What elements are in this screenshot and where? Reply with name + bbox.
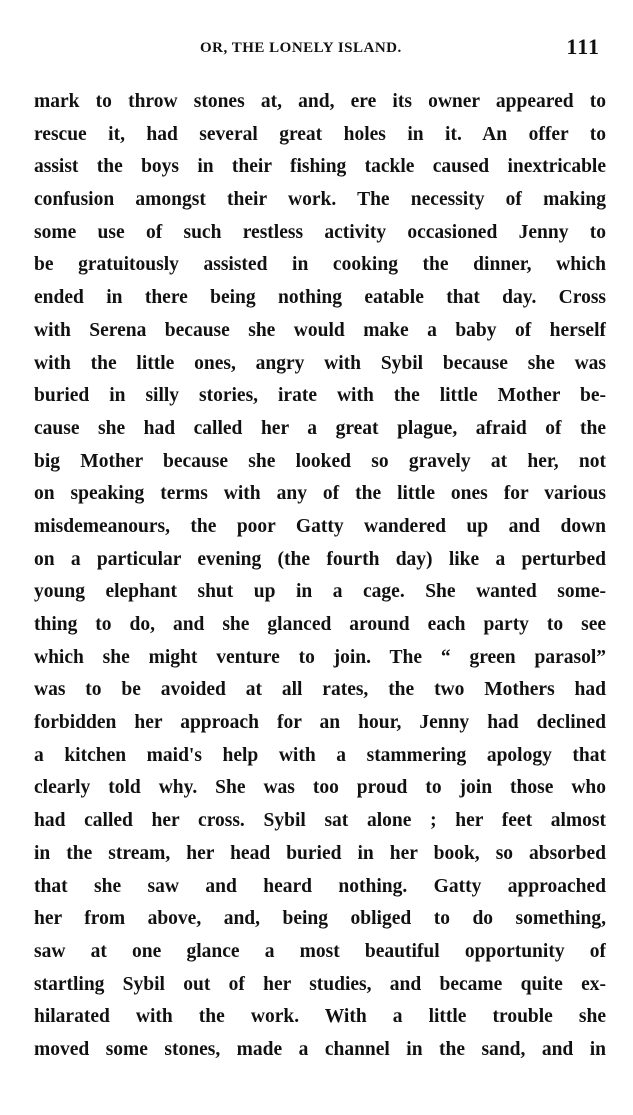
text-line: had called her cross. Sybil sat alone ; her feet almost	[34, 810, 606, 832]
text-line: be gratuitously assisted in cooking the dinner, which	[34, 254, 606, 276]
text-line: assist the boys in their fishing tackle caused inextricable	[34, 156, 606, 178]
text-line: moved some stones, made a channel in the sand, and in	[34, 1038, 606, 1060]
text-line: with the little ones, angry with Sybil because she was	[34, 352, 606, 374]
body-text	[34, 86, 606, 1067]
text-line: some use of such restless activity occasioned Jenny to	[34, 221, 606, 243]
text-line: on a particular evening (the fourth day) like a perturbed	[34, 548, 606, 570]
text-line: mark to throw stones at, and, ere its owner appeared to	[34, 91, 606, 112]
text-line: saw at one glance a most beautiful opportunity of	[34, 940, 606, 962]
text-line: confusion amongst their work. The necessity of making	[34, 189, 606, 211]
text-line: ended in there being nothing eatable that day. Cross	[34, 287, 606, 309]
text-line: forbidden her approach for an hour, Jenny had declined	[34, 712, 606, 734]
text-line: buried in silly stories, irate with the little Mother be-	[34, 385, 606, 407]
text-line: startling Sybil out of her studies, and became quite ex-	[34, 973, 606, 995]
text-line: which she might venture to join. The “ green parasol”	[34, 646, 606, 668]
text-line: that she saw and heard nothing. Gatty approached	[34, 875, 606, 897]
text-line: thing to do, and she glanced around each party to see	[34, 614, 606, 635]
text-line: rescue it, had several great holes in it. An offer to	[34, 123, 606, 145]
page-number: 111	[566, 34, 600, 59]
text-line: young elephant shut up in a cage. She wanted some-	[34, 581, 606, 603]
text-line: big Mother because she looked so gravely at her, not	[34, 450, 606, 472]
text-line: with Serena because she would make a baby of herself	[34, 319, 606, 341]
text-line: clearly told why. She was too proud to join those who	[34, 777, 606, 799]
text-line: in the stream, her head buried in her book, so absorbed	[34, 842, 606, 864]
running-title: OR, THE LONELY ISLAND.	[200, 40, 402, 56]
text-line: hilarated with the work. With a little trouble she	[34, 1006, 606, 1028]
text-line: was to be avoided at all rates, the two Mothers had	[34, 679, 606, 701]
text-line: misdemeanours, the poor Gatty wandered up and down	[34, 515, 606, 537]
running-head	[40, 34, 610, 64]
text-line: her from above, and, being obliged to do something,	[34, 908, 606, 930]
text-line: on speaking terms with any of the little ones for various	[34, 483, 606, 505]
text-line: a kitchen maid's help with a stammering apology that	[34, 744, 606, 766]
text-line: cause she had called her a great plague, afraid of the	[34, 417, 606, 439]
